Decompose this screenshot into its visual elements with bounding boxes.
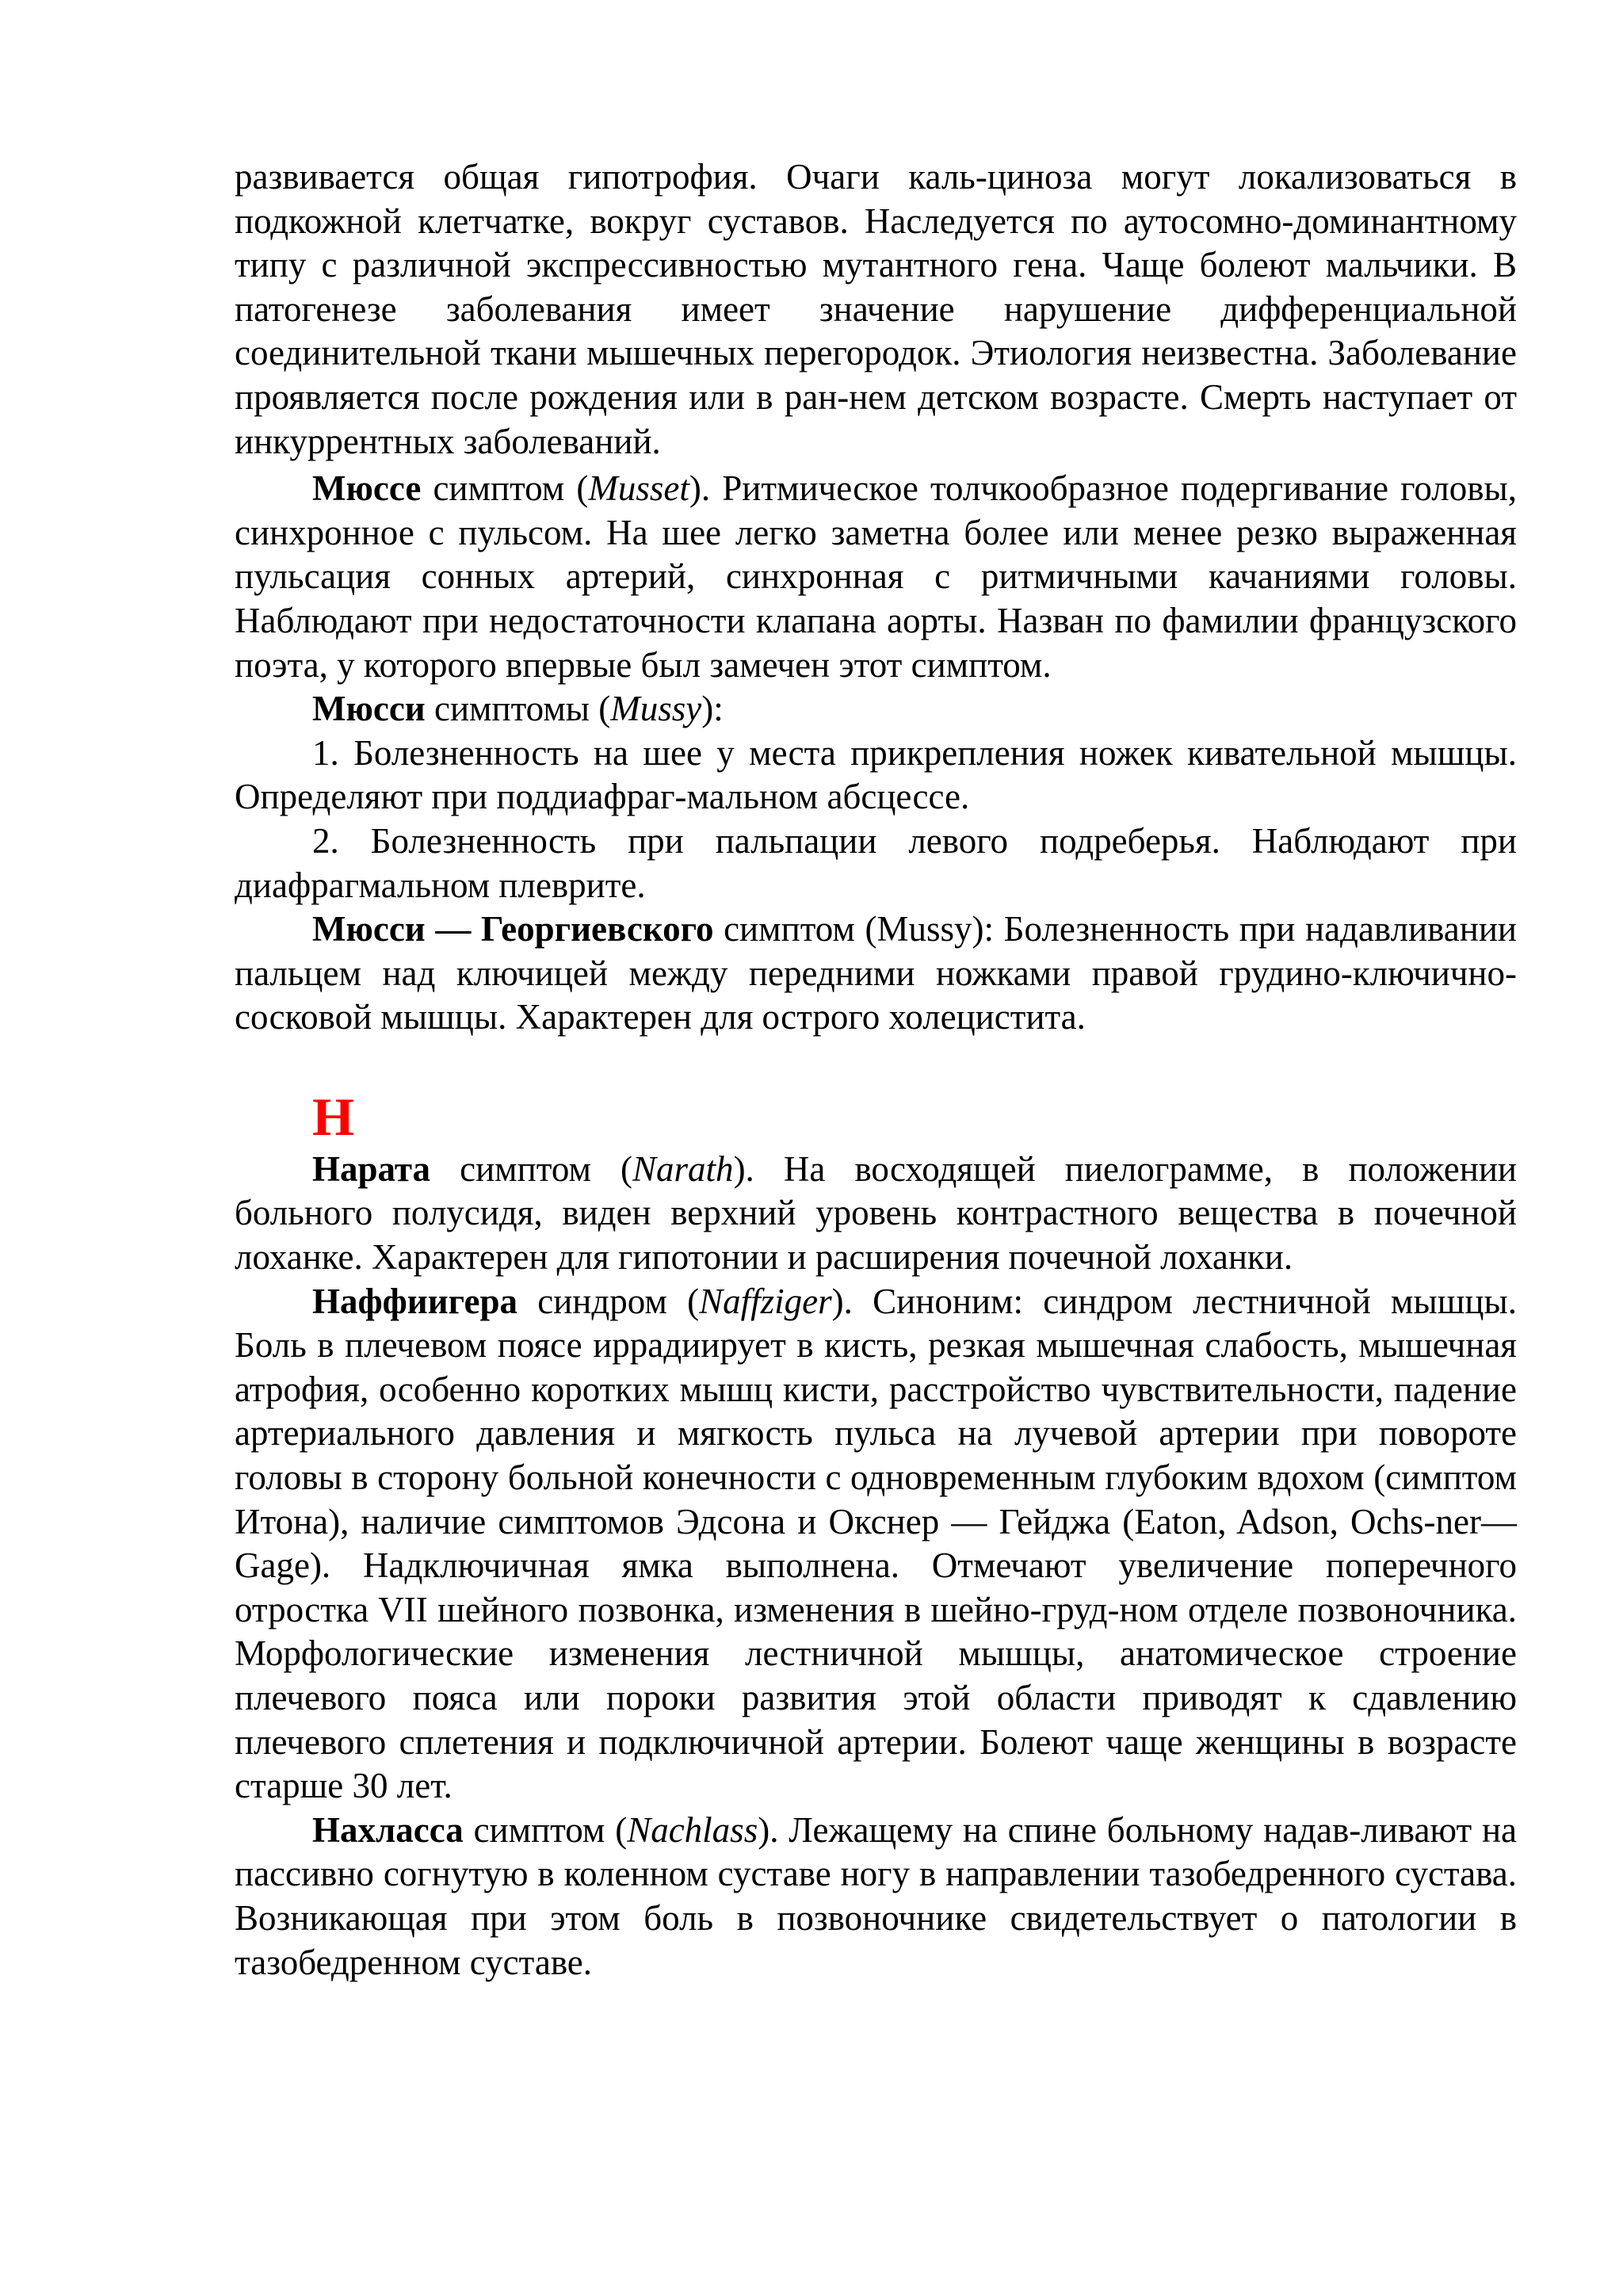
entry-pre: симптомы ( xyxy=(425,689,611,729)
entry-latin-name: Musset xyxy=(588,468,689,509)
entry-naffziger xyxy=(235,1280,1517,1809)
entry-nachlass xyxy=(235,1809,1517,1985)
entry-latin-name: Naffziger xyxy=(699,1281,832,1321)
entry-text: ): xyxy=(701,689,724,729)
entry-term: Наффиигера xyxy=(312,1281,517,1321)
entry-term: Мюссе xyxy=(312,468,422,509)
entry-text: ). Синоним: синдром лестничной мышцы. Боль в плечевом поясе иррадиирует в кисть, резкая мышечная слабость, мышечная атрофия, особенно коротких мышц кисти, расстройство чувствительности, падение артериального давления и мягкость пульса на лучевой артерии при повороте головы в сторону больной конечности с одновременным глубоким вдохом (симптом Итона), наличие симптомов Эдсона и Окснер — Гейджа (Eaton, Adson, Ochs-ner—Gage). Надключичная ямка выполнена. Отмечают увеличение поперечного отростка VII шейного позвонка, изменения в шейно-груд-ном отделе позвоночника. Морфологические изменения лестничной мышцы, анатомическое строение плечевого пояса или пороки развития этой области приводят к сдавлению плечевого сплетения и подключичной артерии. Болеют чаще женщины в возрасте старше 30 лет. xyxy=(235,1281,1517,1806)
paragraph-continuation: развивается общая гипотрофия. Очаги каль-циноза могут локализоваться в подкожной клетчатке, вокруг суставов. Наследуется по аутосомно-доминантному типу с различной экспрессивностью мутантного гена. Чаще болеют мальчики. В патогенезе заболевания имеет значение нарушение дифференциальной соединительной ткани мышечных перегородок. Этиология неизвестна. Заболевание проявляется после рождения или в ран-нем детском возрасте. Смерть наступает от инкуррентных заболеваний. xyxy=(235,157,1517,461)
entry-narath xyxy=(235,1148,1517,1280)
entry-term: Нахласса xyxy=(312,1809,464,1850)
entry-pre: синдром ( xyxy=(517,1281,700,1321)
entry-text: ). Лежащему на спине больному надав-ливают на пассивно согнутую в коленном суставе ногу в направлении тазобедренного сустава. Возникающая при этом боль в позвоночнике свидетельствует о патологии в тазобедренном суставе. xyxy=(235,1809,1517,1982)
entry-text: ). На восходящей пиелограмме, в положении больного полусидя, виден верхний уровень контрастного вещества в почечной лоханке. Характерен для гипотонии и расширения почечной лоханки. xyxy=(235,1148,1517,1278)
entry-pre: симптом ( xyxy=(463,1809,628,1850)
entry-text: ). Ритмическое толчкообразное подергивание головы, синхронное с пульсом. На шее легко заметна более или менее резко выраженная пульсация сонных артерий, синхронная с ритмичными качаниями головы. Наблюдают при недостаточности клапана аорты. Назван по фамилии французского поэта, у которого впервые был замечен этот симптом. xyxy=(235,468,1517,685)
section-letter-heading: Н xyxy=(312,1086,354,1147)
entry-term: Нарата xyxy=(312,1148,431,1189)
entry-mussy-georgievsky xyxy=(235,907,1517,1040)
entry-mussy-item-1: 1. Болезненность на шее у места прикрепления ножек кивательной мышцы. Определяют при поддиафраг-мальном абсцессе. xyxy=(235,732,1517,817)
entry-pre: симптом ( xyxy=(430,1148,633,1189)
entry-musset xyxy=(235,467,1517,687)
entry-term: Мюсси xyxy=(312,689,426,729)
entry-mussy xyxy=(235,687,1517,732)
entry-latin-name: Mussy xyxy=(610,689,702,729)
entry-latin-name: Nachlass xyxy=(627,1809,758,1850)
entry-latin-name: Narath xyxy=(632,1148,734,1189)
entry-mussy-item-2: 2. Болезненность при пальпации левого подреберья. Наблюдают при диафрагмальном плеврите. xyxy=(235,820,1517,905)
entry-term: Мюсси — Георгиевского xyxy=(312,909,714,949)
document-body xyxy=(235,155,1517,1985)
entry-text: симптом (Mussy): Болезненность при надавливании пальцем над ключицей между передними ножками правой грудино-ключично-сосковой мышцы. Характерен для острого холецистита. xyxy=(235,909,1517,1037)
entry-pre: симптом ( xyxy=(421,468,589,509)
